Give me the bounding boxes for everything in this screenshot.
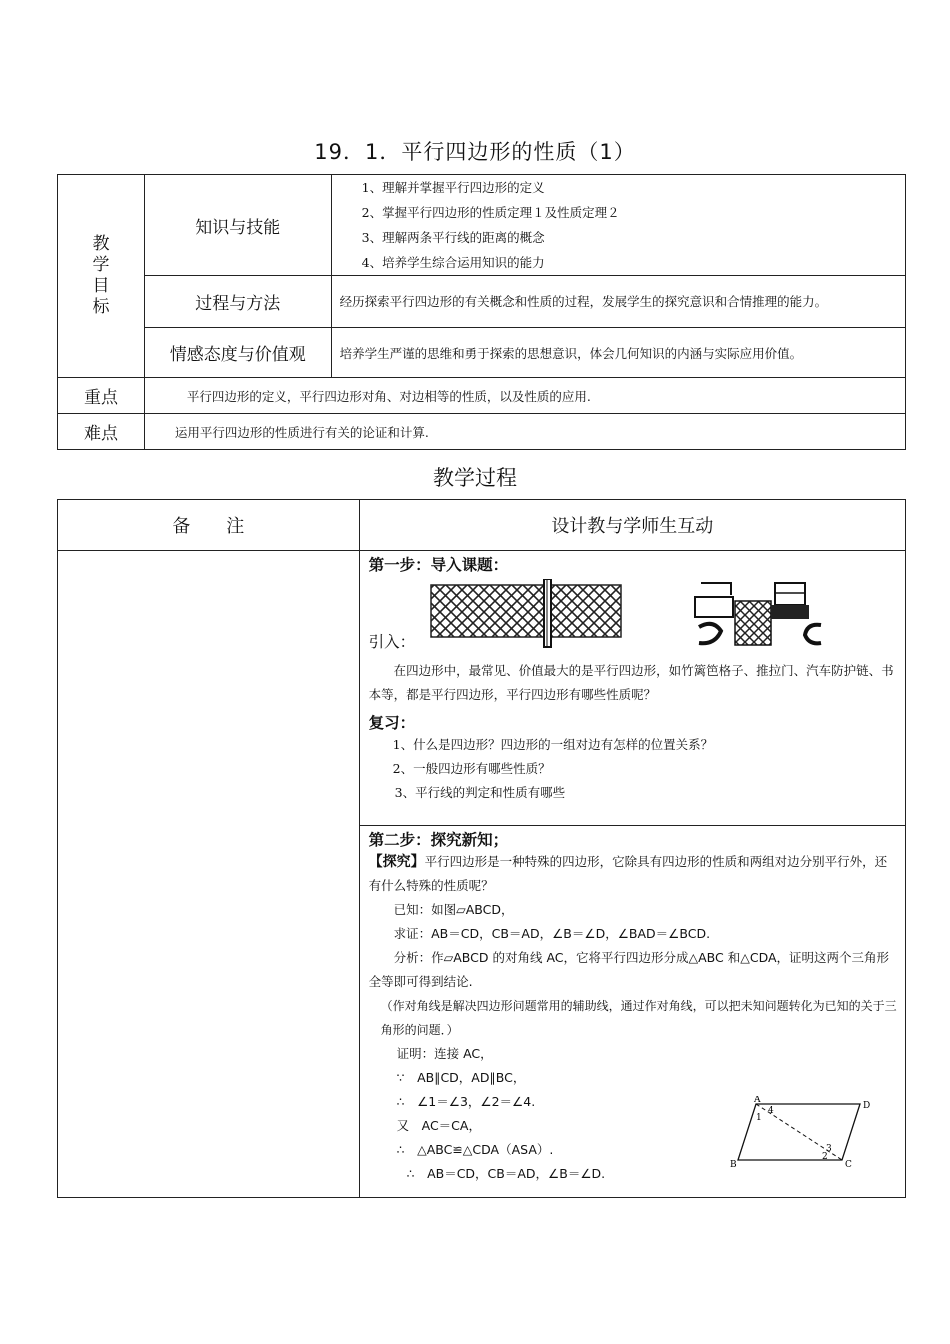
- vertex-d-label: D: [862, 1101, 870, 1111]
- key-text: 平行四边形的定义，平行四边形对角、对边相等的性质，以及性质的应用.: [144, 378, 905, 414]
- design-header: 设计教与学师生互动: [359, 500, 905, 551]
- goal-item: 3、理解两条平行线的距离的概念: [361, 230, 545, 245]
- goal-item: 1、理解并掌握平行四边形的定义: [361, 180, 545, 195]
- review-item: 2、一般四边形有哪些性质？: [392, 761, 551, 776]
- angle-2-label: 2: [821, 1152, 828, 1162]
- fence-image: [429, 579, 623, 649]
- process-label: 过程与方法: [144, 276, 331, 328]
- page-title: 19．1．平行四边形的性质（1）: [314, 140, 636, 164]
- step1-cell: [359, 551, 905, 826]
- objectives-label-cell: [58, 175, 145, 378]
- notes-header: 备 注: [58, 500, 360, 551]
- review-label: 复习：: [368, 714, 416, 732]
- vertex-b-label: B: [729, 1160, 737, 1168]
- analysis-line: 分析：作▱ABCD 的对角线 AC，它将平行四边形分成△ABC 和△CDA，证明这两个三角形全等即可得到结论.: [368, 950, 890, 989]
- explore-tag: 【探究】: [368, 854, 425, 870]
- intro-row: [369, 575, 897, 651]
- goal-item: 4、培养学生综合运用知识的能力: [361, 255, 545, 270]
- knowledge-label: 知识与技能: [144, 175, 331, 276]
- explore-paragraph: [369, 850, 897, 898]
- explore-text: 平行四边形是一种特殊的四边形，它除具有四边形的性质和两组对边分别平行外，还有什么特殊的性质呢？: [368, 854, 888, 893]
- proof-line: 证明：连接 AC，: [396, 1046, 493, 1061]
- parallelogram-figure: [730, 1096, 870, 1168]
- step2-heading: 第二步：探究新知；: [368, 831, 509, 849]
- emotion-label: 情感态度与价值观: [144, 328, 331, 378]
- angle-4-label: 4: [767, 1106, 774, 1116]
- proof-line: ∴ ∠1＝∠3，∠2＝∠4.: [396, 1094, 536, 1109]
- angle-1-label: 1: [755, 1113, 762, 1123]
- proof-line: ∴ AB＝CD，CB＝AD，∠B＝∠D.: [406, 1166, 606, 1181]
- process-text: 经历探索平行四边形的有关概念和性质的过程，发展学生的探究意识和合情推理的能力。: [331, 276, 905, 328]
- proof-line: 又 AC＝CA，: [396, 1118, 481, 1133]
- difficult-label: 难点: [58, 414, 145, 450]
- review-item: 3、平行线的判定和性质有哪些: [394, 785, 566, 800]
- sliding-door-image: [691, 579, 827, 649]
- objectives-label: 教学目标: [92, 234, 110, 317]
- notes-cell: [58, 551, 360, 1198]
- difficult-text: 运用平行四边形的性质进行有关的论证和计算.: [144, 414, 905, 450]
- process-title: 教学过程: [433, 466, 517, 490]
- step2-cell: [359, 826, 905, 1198]
- review-item: 1、什么是四边形？四边形的一组对边有怎样的位置关系？: [392, 737, 714, 752]
- emotion-text: 培养学生严谨的思维和勇于探索的思想意识，体会几何知识的内涵与实际应用价值。: [331, 328, 905, 378]
- knowledge-goals: [331, 175, 905, 276]
- note-line: （作对角线是解决四边形问题常用的辅助线，通过作对角线，可以把未知问题转化为已知的关于三角形的问题．）: [380, 999, 897, 1037]
- known-line: 已知：如图▱ABCD，: [393, 902, 514, 917]
- process-table: [57, 499, 906, 1198]
- objectives-table: [57, 174, 906, 450]
- step1-paragraph: 在四边形中，最常见、价值最大的是平行四边形，如竹篱笆格子、推拉门、汽车防护链、书本等，都是平行四边形，平行四边形有哪些性质呢？: [368, 663, 894, 702]
- angle-3-label: 3: [825, 1144, 832, 1154]
- step1-heading: 第一步：导入课题：: [368, 556, 509, 574]
- key-label: 重点: [58, 378, 145, 414]
- vertex-a-label: A: [753, 1096, 761, 1105]
- prove-line: 求证：AB＝CD，CB＝AD，∠B＝∠D，∠BAD＝∠BCD.: [393, 926, 711, 941]
- vertex-c-label: C: [844, 1160, 852, 1168]
- proof-line: ∴ △ABC≌△CDA（ASA）.: [396, 1142, 554, 1157]
- proof-line: ∵ AB∥CD，AD∥BC，: [396, 1070, 526, 1085]
- intro-label: 引入：: [368, 633, 416, 651]
- goal-item: 2、掌握平行四边形的性质定理１及性质定理２: [361, 205, 620, 220]
